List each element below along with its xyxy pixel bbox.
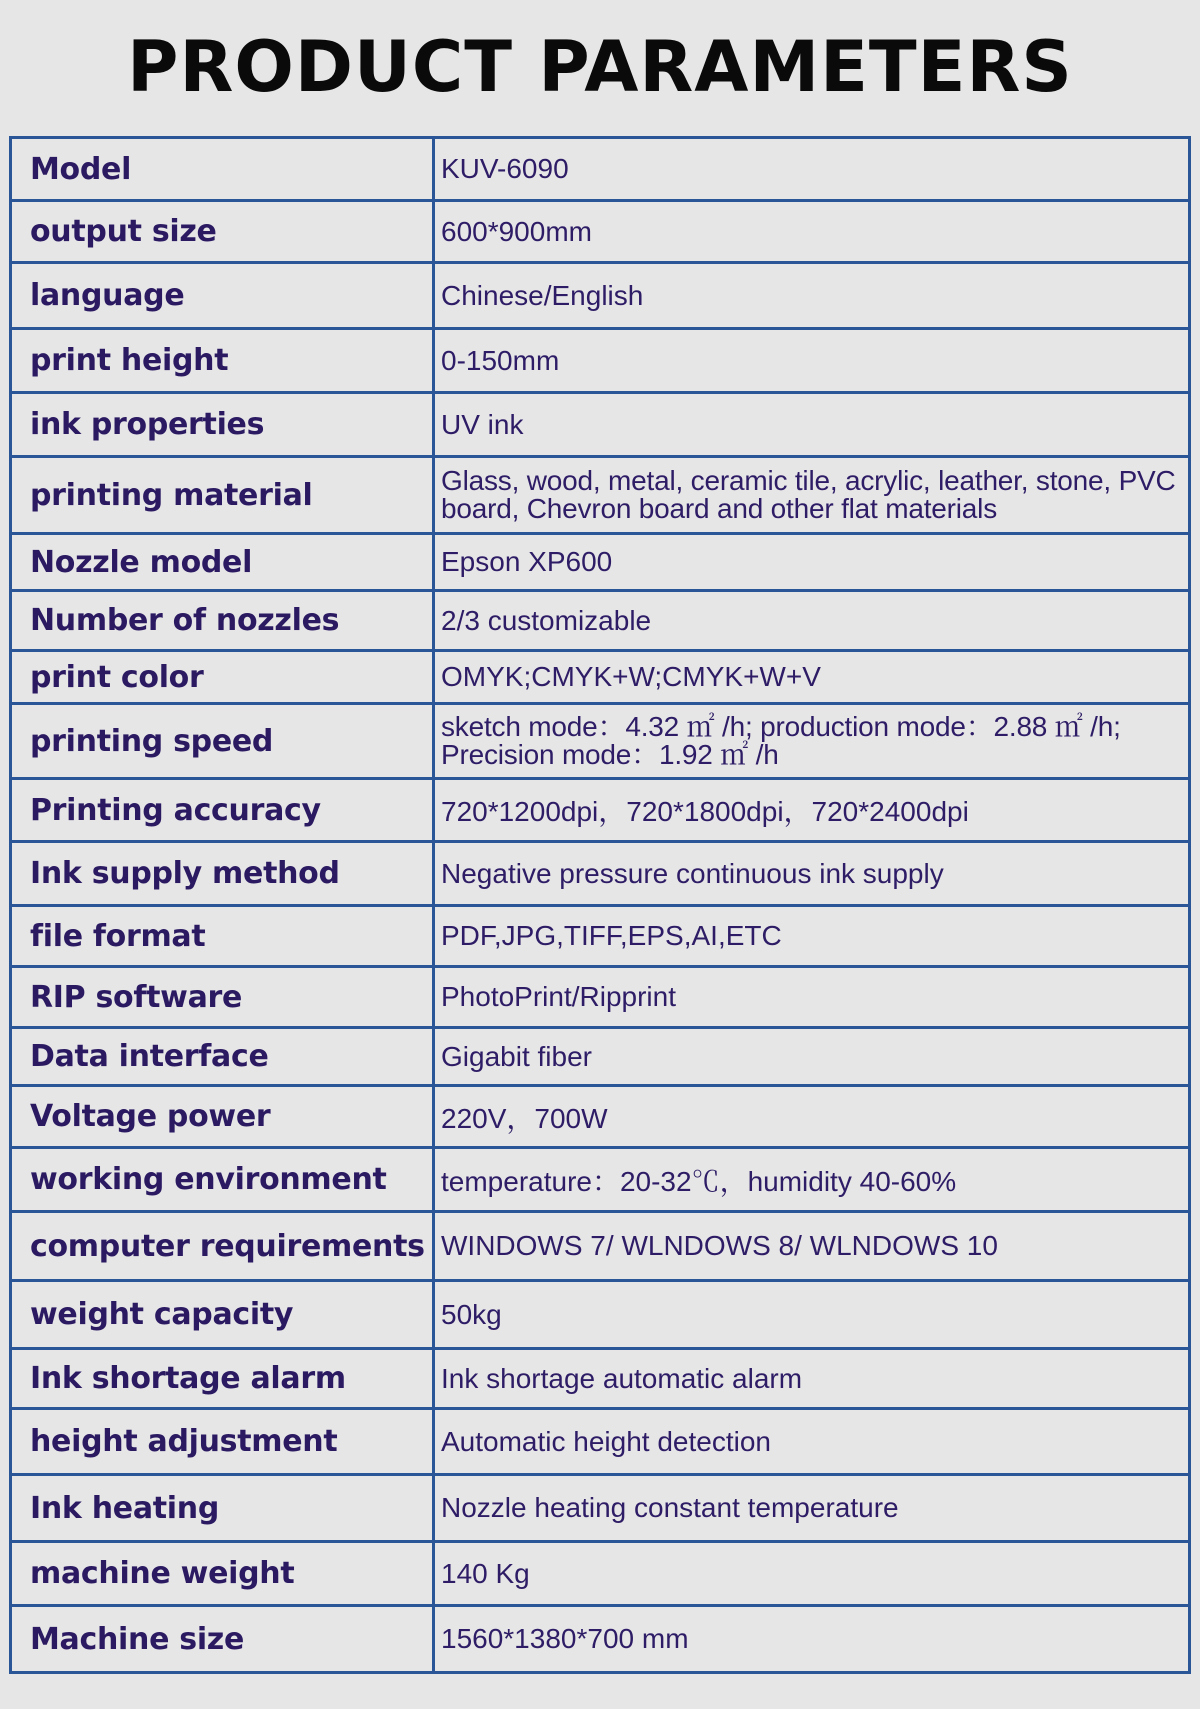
table-row — [11, 704, 1190, 779]
param-label: Model — [11, 138, 434, 201]
param-label: weight capacity — [11, 1281, 434, 1349]
table-row — [11, 263, 1190, 329]
param-label: file format — [11, 906, 434, 967]
param-value: Automatic height detection — [434, 1409, 1190, 1475]
param-value: 2/3 customizable — [434, 591, 1190, 651]
param-value: 220V，700W — [434, 1086, 1190, 1148]
param-value: Ink shortage automatic alarm — [434, 1349, 1190, 1409]
param-value: Nozzle heating constant temperature — [434, 1475, 1190, 1542]
param-value: WINDOWS 7/ WLNDOWS 8/ WLNDOWS 10 — [434, 1212, 1190, 1281]
param-value: UV ink — [434, 393, 1190, 457]
table-row — [11, 967, 1190, 1028]
param-value: 50kg — [434, 1281, 1190, 1349]
param-label: Ink supply method — [11, 842, 434, 906]
table-row — [11, 906, 1190, 967]
param-label: RIP software — [11, 967, 434, 1028]
table-row — [11, 842, 1190, 906]
param-label: working environment — [11, 1148, 434, 1212]
param-label: machine weight — [11, 1542, 434, 1606]
param-label: output size — [11, 201, 434, 263]
table-row — [11, 457, 1190, 534]
param-value: PDF,JPG,TIFF,EPS,AI,ETC — [434, 906, 1190, 967]
param-label: Ink heating — [11, 1475, 434, 1542]
param-value: 600*900mm — [434, 201, 1190, 263]
table-row — [11, 1086, 1190, 1148]
param-label: Voltage power — [11, 1086, 434, 1148]
param-label: Ink shortage alarm — [11, 1349, 434, 1409]
param-label: print color — [11, 651, 434, 704]
table-row — [11, 329, 1190, 393]
table-row — [11, 1409, 1190, 1475]
param-label: Number of nozzles — [11, 591, 434, 651]
table-row — [11, 1475, 1190, 1542]
param-label: printing speed — [11, 704, 434, 779]
table-row — [11, 651, 1190, 704]
param-value: Chinese/English — [434, 263, 1190, 329]
page-title: PRODUCT PARAMETERS — [127, 26, 1073, 108]
table-row — [11, 1281, 1190, 1349]
param-value: Epson XP600 — [434, 534, 1190, 591]
param-label: printing material — [11, 457, 434, 534]
param-label: Data interface — [11, 1028, 434, 1086]
table-row — [11, 201, 1190, 263]
param-label: computer requirements — [11, 1212, 434, 1281]
param-label: Nozzle model — [11, 534, 434, 591]
param-value: 140 Kg — [434, 1542, 1190, 1606]
param-label: print height — [11, 329, 434, 393]
param-value: PhotoPrint/Ripprint — [434, 967, 1190, 1028]
table-row — [11, 1148, 1190, 1212]
param-label: height adjustment — [11, 1409, 434, 1475]
table-row — [11, 138, 1190, 201]
param-value: 720*1200dpi，720*1800dpi，720*2400dpi — [434, 779, 1190, 842]
table-row — [11, 1212, 1190, 1281]
table-row — [11, 779, 1190, 842]
param-value: 0-150mm — [434, 329, 1190, 393]
param-value: temperature：20-32℃，humidity 40-60% — [434, 1148, 1190, 1212]
product-parameters-table — [9, 136, 1191, 1674]
param-value: Gigabit fiber — [434, 1028, 1190, 1086]
param-label: Machine size — [11, 1606, 434, 1673]
param-value: OMYK;CMYK+W;CMYK+W+V — [434, 651, 1190, 704]
param-value: sketch mode：4.32 ㎡ /h; production mode：2.88 ㎡ /h; Precision mode：1.92 ㎡ /h — [434, 704, 1190, 779]
param-value: KUV-6090 — [434, 138, 1190, 201]
table-row — [11, 1349, 1190, 1409]
table-body — [11, 138, 1190, 1673]
table-row — [11, 1606, 1190, 1673]
table-row — [11, 591, 1190, 651]
table-row — [11, 1028, 1190, 1086]
table-row — [11, 393, 1190, 457]
param-value: 1560*1380*700 mm — [434, 1606, 1190, 1673]
param-label: ink properties — [11, 393, 434, 457]
param-label: language — [11, 263, 434, 329]
table-row — [11, 534, 1190, 591]
param-value: Glass, wood, metal, ceramic tile, acrylic, leather, stone, PVC board, Chevron board and other flat materials — [434, 457, 1190, 534]
param-label: Printing accuracy — [11, 779, 434, 842]
table-row — [11, 1542, 1190, 1606]
param-value: Negative pressure continuous ink supply — [434, 842, 1190, 906]
